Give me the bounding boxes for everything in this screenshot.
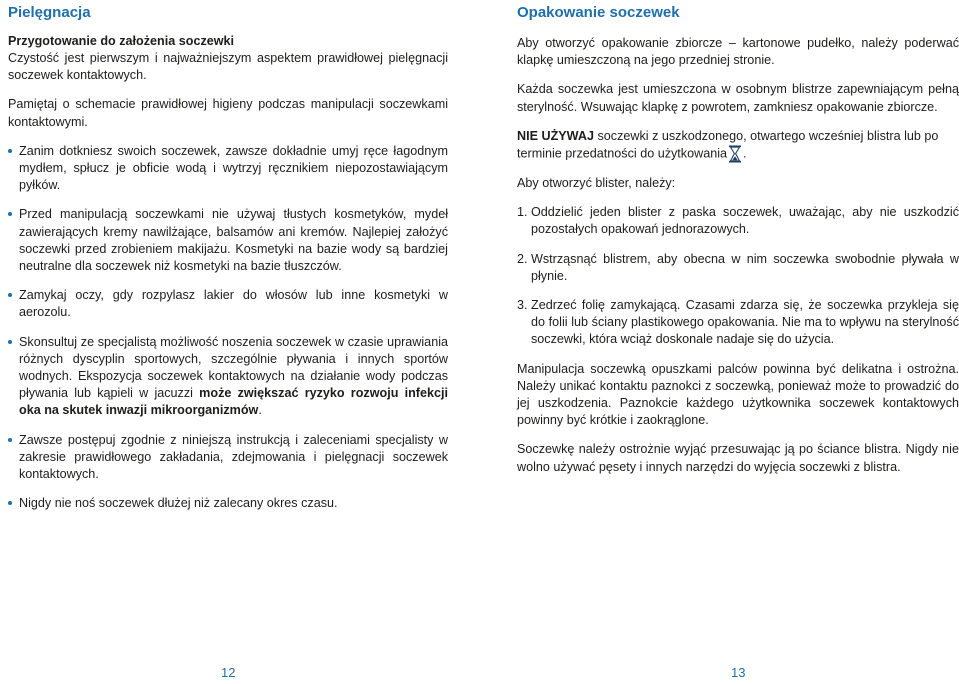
section-title-care: Pielęgnacja (8, 4, 91, 21)
bullet-follow-instructions: Zawsze postępuj zgodnie z niniejszą instrukcją i zaleceniami specjalisty w zakresie prawidłowego zakładania, zdejmowania i pielęgnacji soczewek kontaktowych. (8, 432, 448, 484)
step-2 (517, 251, 959, 285)
open-blister-intro: Aby otworzyć blister, należy: (517, 176, 676, 191)
warning-label: NIE UŻYWAJ (517, 128, 594, 143)
intro-paragraph-2: Pamiętaj o schemacie prawidłowej higieny podczas manipulacji soczewkami kontaktowymi. (8, 97, 448, 129)
bullet-cosmetics: Przed manipulacją soczewkami nie używaj tłustych kosmetyków, mydeł zawierających kremy nawilżające, balsamów ani kremów. Najlepiej założyć soczewki przed zrobieniem makijażu. Kosmetyki na bazie wody są bardziej neutralne dla soczewek niż kosmetyki na bazie tłuszczów. (8, 206, 448, 275)
subtitle-preparation: Przygotowanie do założenia soczewki (8, 34, 235, 48)
step-number: 3. (517, 298, 528, 313)
intro-paragraph-1: Czystość jest pierwszym i najważniejszym aspektem prawidłowej pielęgnacji soczewek kontaktowych. (8, 51, 448, 83)
page-number-left: 12 (221, 665, 236, 680)
hourglass-icon (728, 145, 742, 163)
bullet-aerosol: Zamykaj oczy, gdy rozpylasz lakier do włosów lub inne kosmetyki w aerozolu. (8, 287, 448, 321)
warning-text: soczewki z uszkodzonego, otwartego wcześniej blistra lub po terminie przedatności do użytkowania (517, 128, 939, 161)
bullet-sports-warning: może zwiększać ryzyko rozwoju infekcji oka na skutek inwazji mikroorganizmów (19, 386, 448, 418)
bullet-sports-text: Skonsultuj ze specjalistą możliwość noszenia soczewek w czasie uprawiania różnych dyscyplin sportowych, szczególnie pływania i innych sportów wodnych. Ekspozycja soczewek kontaktowych na działanie wody podczas pływania lub kąpieli w jacuzzi (19, 334, 448, 401)
open-steps-list (517, 204, 959, 348)
handling-paragraph: Manipulacja soczewką opuszkami palców powinna być delikatna i ostrożna. Należy unikać kontaktu paznokci z soczewką, ponieważ może to prowadzić do jej uszkodzenia. Paznokcie każdego użytkownika soczewek kontaktowych powinny być krótkie i zaokrąglone. (517, 361, 959, 428)
bullet-sports (8, 334, 448, 420)
step-text: Zedrzeć folię zamykającą. Czasami zdarza się, że soczewka przykleja się do folii lub ściany plastikowego opakowania. Nie ma to wpływu na sterylność soczewki, która wciąż doskonale nadaje się do użycia. (531, 298, 959, 347)
step-number: 1. (517, 205, 528, 220)
warning-end: . (743, 146, 747, 161)
step-1 (517, 204, 959, 238)
bullet-wash-hands: Zanim dotkniesz swoich soczewek, zawsze dokładnie umyj ręce łagodnym mydłem, spłucz je obficie wodą i wytrzyj ręcznikiem niepozostawiającym pyłków. (8, 143, 448, 195)
packaging-paragraph-1: Aby otworzyć opakowanie zbiorcze – kartonowe pudełko, należy poderwać klapkę umieszczoną na jego przedniej stronie. (517, 36, 959, 68)
packaging-paragraph-2: Każda soczewka jest umieszczona w osobnym blistrze zapewniającym pełną sterylność. Wsuwając klapkę z powrotem, zamkniesz opakowanie zbiorcze. (517, 82, 959, 114)
removal-paragraph: Soczewkę należy ostrożnie wyjąć przesuwając ją po ściance blistra. Nigdy nie wolno używać pęsety i innych narzędzi do wyjęcia soczewki z blistra. (517, 442, 959, 474)
step-3 (517, 297, 959, 349)
page-number-right: 13 (731, 665, 746, 680)
step-number: 2. (517, 251, 528, 266)
section-title-packaging: Opakowanie soczewek (517, 4, 680, 21)
left-page (8, 3, 448, 524)
bullet-sports-end: . (258, 403, 262, 418)
care-bullet-list (8, 143, 448, 513)
step-text: Wstrząsnąć blistrem, aby obecna w nim soczewka swobodnie pływała w płynie. (531, 251, 959, 283)
warning-paragraph (517, 128, 959, 163)
bullet-wear-time: Nigdy nie noś soczewek dłużej niż zalecany okres czasu. (8, 495, 448, 512)
step-text: Oddzielić jeden blister z paska soczewek, uważając, aby nie uszkodzić pozostałych opakowań jednorazowych. (531, 205, 959, 237)
right-page (517, 3, 959, 488)
